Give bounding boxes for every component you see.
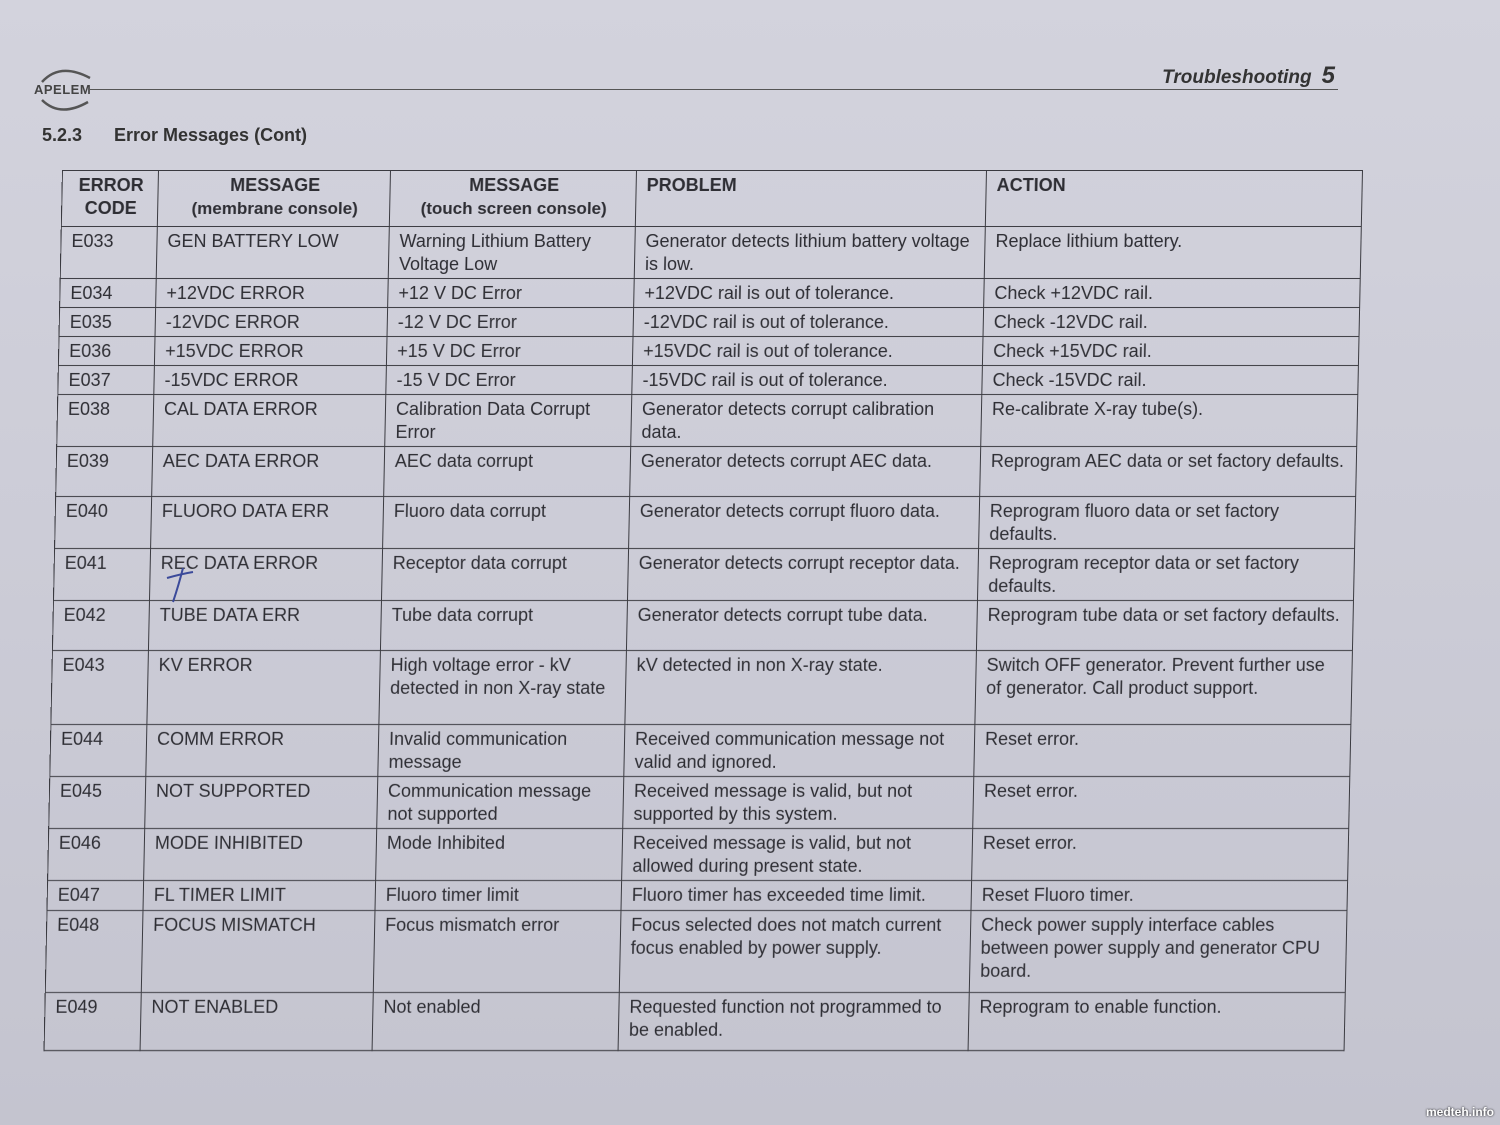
membrane-message-cell: COMM ERROR [146, 725, 379, 777]
membrane-message-cell: NOT SUPPORTED [145, 777, 378, 829]
error-code-cell: E044 [50, 725, 147, 777]
table-row [47, 881, 1348, 911]
touch-message-cell: Invalid communication message [378, 725, 625, 777]
error-code-cell: E035 [59, 308, 156, 337]
table-row [49, 777, 1350, 829]
error-code-cell: E040 [55, 497, 152, 549]
header-message-touch: MESSAGE (touch screen console) [389, 171, 636, 227]
touch-message-cell: AEC data corrupt [384, 447, 631, 497]
action-cell: Reprogram fluoro data or set factory defaults. [979, 497, 1356, 549]
header-rule [90, 89, 1338, 90]
touch-message-cell: -12 V DC Error [387, 308, 634, 337]
error-code-cell: E038 [57, 395, 154, 447]
problem-cell: Generator detects corrupt AEC data. [630, 447, 981, 497]
touch-message-cell: Focus mismatch error [373, 911, 621, 993]
error-code-cell: E041 [53, 549, 150, 601]
membrane-message-cell: REC DATA ERROR [149, 549, 382, 601]
touch-message-cell: -15 V DC Error [386, 366, 633, 395]
action-cell: Reset error. [974, 725, 1351, 777]
error-code-cell: E049 [44, 993, 141, 1051]
touch-message-cell: Warning Lithium Battery Voltage Low [388, 227, 635, 279]
table-row [52, 601, 1353, 651]
membrane-message-cell: MODE INHIBITED [144, 829, 377, 881]
watermark: medteh.info [1426, 1105, 1494, 1119]
error-code-cell: E037 [58, 366, 155, 395]
membrane-message-cell: -15VDC ERROR [154, 366, 387, 395]
error-messages-table [44, 170, 1363, 1051]
touch-message-cell: Tube data corrupt [380, 601, 627, 651]
touch-message-cell: Communication message not supported [377, 777, 624, 829]
error-code-cell: E046 [48, 829, 145, 881]
touch-message-cell: +15 V DC Error [386, 337, 633, 366]
membrane-message-cell: FL TIMER LIMIT [143, 881, 376, 911]
table-row [44, 993, 1345, 1051]
action-cell: Reprogram AEC data or set factory defaults. [980, 447, 1357, 497]
membrane-message-cell: AEC DATA ERROR [152, 447, 385, 497]
action-cell: Reprogram to enable function. [968, 993, 1345, 1051]
problem-cell: Generator detects corrupt tube data. [626, 601, 977, 651]
action-cell: Reprogram receptor data or set factory defaults. [977, 549, 1354, 601]
action-cell: Replace lithium battery. [984, 227, 1361, 279]
action-cell: Reprogram tube data or set factory defaults. [976, 601, 1353, 651]
table-row [48, 829, 1349, 881]
touch-message-cell: Mode Inhibited [376, 829, 623, 881]
membrane-message-cell: GEN BATTERY LOW [156, 227, 389, 279]
error-code-cell: E034 [60, 279, 157, 308]
table-row [56, 447, 1357, 497]
touch-message-cell: Receptor data corrupt [381, 549, 628, 601]
error-code-cell: E047 [47, 881, 144, 911]
problem-cell: -15VDC rail is out of tolerance. [632, 366, 983, 395]
action-cell: Check -15VDC rail. [982, 366, 1359, 395]
error-code-cell: E036 [58, 337, 155, 366]
problem-cell: kV detected in non X-ray state. [625, 651, 977, 725]
error-code-cell: E033 [60, 227, 157, 279]
problem-cell: Generator detects lithium battery voltage is low. [634, 227, 985, 279]
membrane-message-cell: FLUORO DATA ERR [151, 497, 384, 549]
problem-cell: Received message is valid, but not allowed during present state. [622, 829, 973, 881]
action-cell: Switch OFF generator. Prevent further use of generator. Call product support. [975, 651, 1353, 725]
action-cell: Reset error. [973, 777, 1350, 829]
touch-message-cell: High voltage error - kV detected in non X-ray state [379, 651, 627, 725]
section-title: Error Messages (Cont) [114, 125, 308, 145]
error-code-cell: E048 [45, 911, 143, 993]
table-row [60, 227, 1361, 279]
table-row [55, 497, 1356, 549]
membrane-message-cell: CAL DATA ERROR [153, 395, 386, 447]
table-header-row [61, 171, 1362, 227]
problem-cell: Focus selected does not match current focus enabled by power supply. [619, 911, 971, 993]
membrane-message-cell: NOT ENABLED [140, 993, 373, 1051]
membrane-message-cell: FOCUS MISMATCH [141, 911, 375, 993]
section-heading [42, 125, 307, 146]
touch-message-cell: Fluoro timer limit [375, 881, 622, 911]
action-cell: Re-calibrate X-ray tube(s). [981, 395, 1358, 447]
header-message-membrane: MESSAGE (membrane console) [157, 171, 390, 227]
error-code-cell: E042 [52, 601, 149, 651]
error-code-cell: E039 [56, 447, 153, 497]
problem-cell: Received message is valid, but not supported by this system. [623, 777, 974, 829]
problem-cell: +12VDC rail is out of tolerance. [634, 279, 985, 308]
error-code-cell: E045 [49, 777, 146, 829]
table-row [60, 279, 1361, 308]
problem-cell: Generator detects corrupt receptor data. [627, 549, 978, 601]
page-header [1162, 62, 1335, 90]
problem-cell: Generator detects corrupt calibration data. [631, 395, 982, 447]
membrane-message-cell: TUBE DATA ERR [148, 601, 381, 651]
error-code-cell: E043 [51, 651, 149, 725]
apelem-logo [30, 62, 102, 118]
table-row [59, 308, 1360, 337]
pen-mark [163, 566, 197, 606]
touch-message-cell: Fluoro data corrupt [383, 497, 630, 549]
action-cell: Check +15VDC rail. [982, 337, 1359, 366]
problem-cell: Generator detects corrupt fluoro data. [629, 497, 980, 549]
table-row [58, 337, 1359, 366]
membrane-message-cell: -12VDC ERROR [155, 308, 388, 337]
error-table-wrapper [44, 170, 1362, 1051]
header-error-code: ERROR CODE [61, 171, 158, 227]
table-row [53, 549, 1354, 601]
action-cell: Check -12VDC rail. [983, 308, 1360, 337]
touch-message-cell: +12 V DC Error [388, 279, 635, 308]
membrane-message-cell: +12VDC ERROR [156, 279, 389, 308]
header-title: Troubleshooting [1162, 67, 1312, 88]
action-cell: Check +12VDC rail. [984, 279, 1361, 308]
problem-cell: Requested function not programmed to be enabled. [618, 993, 969, 1051]
problem-cell: Fluoro timer has exceeded time limit. [621, 881, 972, 911]
section-number: 5.2.3 [42, 125, 83, 145]
table-row [57, 395, 1358, 447]
table-row [50, 725, 1351, 777]
header-action: ACTION [985, 171, 1362, 227]
chapter-number: 5 [1321, 62, 1335, 89]
touch-message-cell: Calibration Data Corrupt Error [385, 395, 632, 447]
problem-cell: Received communication message not valid and ignored. [624, 725, 975, 777]
logo-text: APELEM [34, 82, 92, 97]
action-cell: Check power supply interface cables between power supply and generator CPU board. [969, 911, 1347, 993]
problem-cell: +15VDC rail is out of tolerance. [632, 337, 983, 366]
table-row [45, 911, 1347, 993]
touch-message-cell: Not enabled [372, 993, 619, 1051]
membrane-message-cell: +15VDC ERROR [154, 337, 387, 366]
action-cell: Reset error. [972, 829, 1349, 881]
header-problem: PROBLEM [635, 171, 986, 227]
membrane-message-cell: KV ERROR [147, 651, 381, 725]
table-row [58, 366, 1359, 395]
table-row [51, 651, 1353, 725]
problem-cell: -12VDC rail is out of tolerance. [633, 308, 984, 337]
action-cell: Reset Fluoro timer. [971, 881, 1348, 911]
